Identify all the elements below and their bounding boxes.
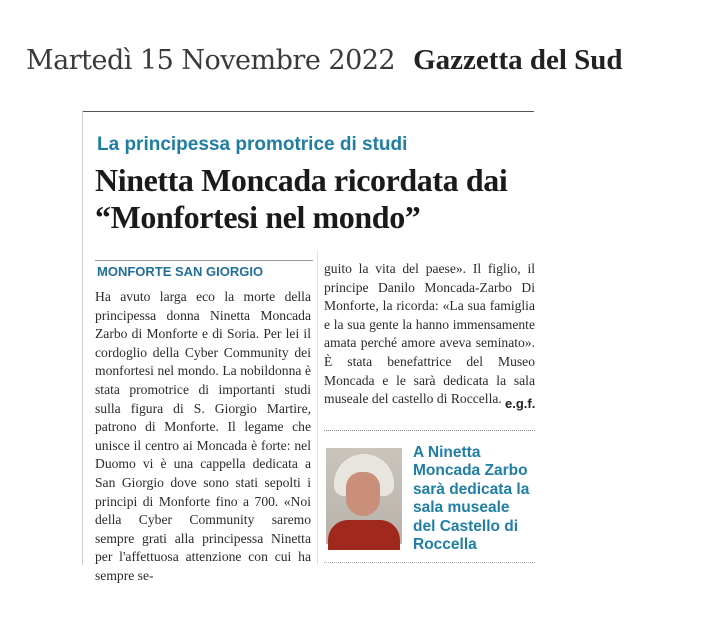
portrait-photo — [326, 448, 402, 544]
column-divider — [317, 250, 318, 565]
newspaper-name: Gazzetta del Sud — [413, 44, 623, 76]
caption-top-rule — [324, 430, 535, 431]
caption-bottom-rule — [324, 562, 535, 563]
author-signature: e.g.f. — [505, 396, 536, 411]
photo-caption: A Ninetta Moncada Zarbo sarà dedicata la sala museale del Castello di Roccella — [413, 444, 530, 554]
publication-date: Martedì 15 Novembre 2022 — [26, 45, 396, 76]
portrait-face — [346, 472, 380, 516]
article-column-1: Ha avuto larga eco la morte della principessa donna Ninetta Moncada Zarbo di Monforte e di Soria. Per lei il cordoglio della Cyber Community dei monfortesi nel mondo. La nobildonna è stata promotrice di importanti studi sulla figura di S. Giorgio Martire, patrono di Monforte. Il legame che unisce il centro ai Moncada è forte: nel Duomo vi è una cappella dedicata a San Giorgio dove sono stati sepolti i principi di Monforte fino a 700. «Noi della Cyber Community saremo sempre grati alla principessa Ninetta per l'affettuosa attenzione con cui ha sempre se- — [95, 289, 311, 583]
dateline-rule — [95, 260, 313, 261]
newspaper-masthead — [26, 44, 646, 84]
article-clipping — [82, 110, 536, 583]
article-kicker: La principessa promotrice di studi — [97, 134, 408, 155]
article-dateline: MONFORTE SAN GIORGIO — [97, 264, 264, 279]
portrait-clothing — [328, 520, 400, 550]
article-headline: Ninetta Moncada ricordata dai “Monfortesi nel mondo” — [95, 162, 508, 235]
article-column-2: guito la vita del paese». Il figlio, il principe Danilo Moncada-Zarbo Di Monforte, la ricorda: «La sua famiglia e la sua gente la hanno immensamente amata perché amore aveva seminato». È stata benefattrice del Museo Moncada e le sarà dedicata la sala museale del castello di Roccella. — [324, 261, 535, 407]
